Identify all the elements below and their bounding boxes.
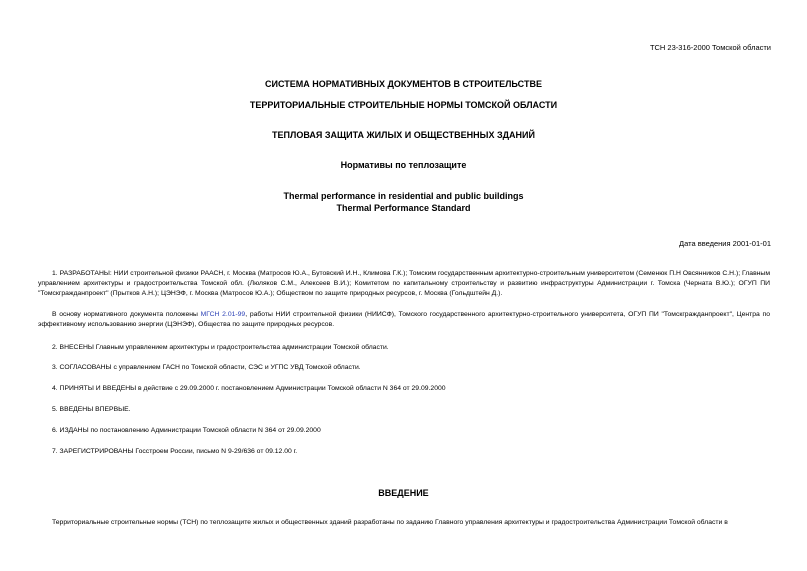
paragraph-adopted: 4. ПРИНЯТЫ И ВВЕДЕНЫ в действие с 29.09.2000 г. постановлением Администрации Томской области N 364 от 29.09.2000 <box>52 385 446 392</box>
paragraph-submitted: 2. ВНЕСЕНЫ Главным управлением архитектуры и градостроительства администрации Томской области. <box>52 344 389 351</box>
paragraph-developers: 1. РАЗРАБОТАНЫ: НИИ строительной физики РААСН, г. Москва (Матросов Ю.А., Бутовский И.Н., Климова Г.К.); Томским государственным архитектурно-строительным университетом (Семенюк П.Н Овсянников С.Н.); Главным управлением архитектуры и градостроительства Томской обл. (Люляков С.М., Алексеев В.И.); Комитетом по капитальному строительству и развитию инфраструктуры Администрации г. Томска (Черната В.Ю.); ОГУП ПИ "Томскгражданпроект" (Прытков А.Н.); ЦЭНЭФ, г. Москва (Матросов Ю.А.); Обществом по защите природных ресурсов, г. Москва (Гольдштейн Д.). <box>38 270 770 297</box>
document-title: ТЕПЛОВАЯ ЗАЩИТА ЖИЛЫХ И ОБЩЕСТВЕННЫХ ЗДАНИЙ <box>272 130 535 140</box>
english-title <box>0 190 807 214</box>
english-title-line-2: Thermal Performance Standard <box>336 203 471 213</box>
paragraph-introduction: Территориальные строительные нормы (ТСН) по теплозащите жилых и общественных зданий разработаны по заданию Главного управления архитектуры и градостроительства Администрации Томской области в <box>52 519 728 526</box>
section-heading-introduction: ВВЕДЕНИЕ <box>378 488 429 498</box>
mgsn-link[interactable]: МГСН 2.01-99 <box>200 311 246 318</box>
paragraph-published: 6. ИЗДАНЫ по постановлению Администрации Томской области N 364 от 29.09.2000 <box>52 427 321 434</box>
document-code: ТСН 23-316-2000 Томской области <box>649 43 771 52</box>
document-subtitle: Нормативы по теплозащите <box>340 160 467 170</box>
paragraph-first-introduced: 5. ВВЕДЕНЫ ВПЕРВЫЕ. <box>52 406 131 413</box>
english-title-line-1: Thermal performance in residential and public buildings <box>283 191 524 201</box>
paragraph-basis-after: , работы НИИ строительной физики (НИИСФ), Томского государственного архитектурно-строительного университета, ОГУП ПИ "Томскгражданпроект", Центра по эффективному использованию энергии (ЦЭНЭФ), Общества по защите природных ресурсов. <box>38 311 770 328</box>
territorial-title: ТЕРРИТОРИАЛЬНЫЕ СТРОИТЕЛЬНЫЕ НОРМЫ ТОМСКОЙ ОБЛАСТИ <box>249 100 558 110</box>
introduction-date: Дата введения 2001-01-01 <box>679 239 771 248</box>
paragraph-basis <box>38 310 770 330</box>
system-title: СИСТЕМА НОРМАТИВНЫХ ДОКУМЕНТОВ В СТРОИТЕЛЬСТВЕ <box>265 79 542 89</box>
paragraph-basis-before: В основу нормативного документа положены <box>52 311 201 318</box>
paragraph-agreed: 3. СОГЛАСОВАНЫ с управлением ГАСН по Томской области, СЭС и УГПС УВД Томской области. <box>52 364 361 371</box>
paragraph-registered: 7. ЗАРЕГИСТРИРОВАНЫ Госстроем России, письмо N 9-29/636 от 09.12.00 г. <box>52 448 298 455</box>
